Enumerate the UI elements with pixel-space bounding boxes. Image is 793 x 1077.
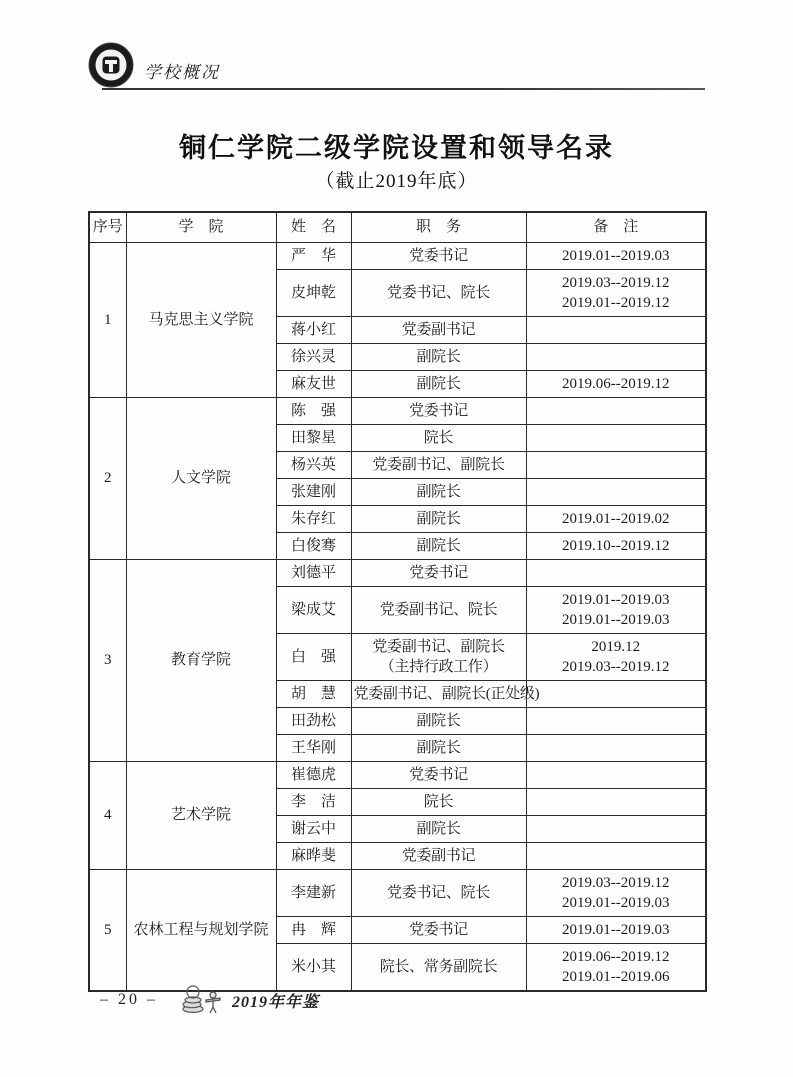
cell-line: 2019.03--2019.12 <box>562 274 670 291</box>
cell-line: 院长 <box>423 793 454 810</box>
remark-cell <box>526 370 706 397</box>
leader-name-cell: 严 华 <box>276 242 351 269</box>
group-number-cell: 3 <box>89 559 126 761</box>
position-cell <box>351 424 526 451</box>
leader-name-cell: 谢云中 <box>276 815 351 842</box>
cell-line: 院长、常务副院长 <box>379 958 498 975</box>
position-cell <box>351 505 526 532</box>
cell-line: 党委书记、院长 <box>387 884 490 901</box>
cell-line: 副院长 <box>416 483 461 500</box>
leader-name-cell: 杨兴英 <box>276 451 351 478</box>
leader-name-cell: 崔德虎 <box>276 761 351 788</box>
position-cell <box>351 343 526 370</box>
cell-line: 2019.01--2019.03 <box>562 921 670 938</box>
position-cell <box>351 397 526 424</box>
remark-cell <box>526 680 706 707</box>
position-cell <box>351 242 526 269</box>
leader-name-cell: 田劲松 <box>276 707 351 734</box>
header-divider <box>102 88 705 90</box>
position-cell <box>351 370 526 397</box>
group-number-cell: 1 <box>89 242 126 397</box>
cell-line: 2019.10--2019.12 <box>562 537 670 554</box>
column-header: 姓 名 <box>276 212 351 242</box>
remark-cell <box>526 586 706 633</box>
cell-line: 党委书记 <box>409 766 468 783</box>
column-header: 序号 <box>89 212 126 242</box>
cell-line: 党委副书记 <box>401 321 476 338</box>
position-cell <box>351 559 526 586</box>
remark-cell <box>526 707 706 734</box>
cell-line: 副院长 <box>416 739 461 756</box>
position-cell <box>351 451 526 478</box>
remark-cell <box>526 397 706 424</box>
leader-name-cell: 田黎星 <box>276 424 351 451</box>
position-cell <box>351 788 526 815</box>
remark-cell <box>526 761 706 788</box>
cell-line: 2019.01--2019.06 <box>562 968 670 985</box>
position-cell <box>351 532 526 559</box>
position-cell <box>351 680 540 707</box>
remark-cell <box>526 559 706 586</box>
position-cell <box>351 734 526 761</box>
group-number-cell: 2 <box>89 397 126 559</box>
leader-row <box>89 559 706 586</box>
remark-cell <box>526 478 706 505</box>
cell-line: 党委书记 <box>409 247 468 264</box>
position-cell <box>351 586 526 633</box>
cell-line: 副院长 <box>416 375 461 392</box>
column-header: 职 务 <box>351 212 526 242</box>
cell-line: 2019.01--2019.03 <box>562 247 670 264</box>
leader-row <box>89 869 706 916</box>
cell-line: 副院长 <box>416 510 461 527</box>
leader-name-cell: 王华刚 <box>276 734 351 761</box>
group-number-cell: 4 <box>89 761 126 869</box>
leader-name-cell: 胡 慧 <box>276 680 351 707</box>
position-cell <box>351 633 526 680</box>
position-cell <box>351 269 526 316</box>
cell-line: 副院长 <box>416 537 461 554</box>
group-number-cell: 5 <box>89 869 126 991</box>
leader-name-cell: 梁成艾 <box>276 586 351 633</box>
remark-cell <box>526 424 706 451</box>
cell-line: 党委副书记、副院长 <box>372 638 505 655</box>
page-footer <box>100 983 319 1017</box>
college-name-cell: 艺术学院 <box>126 761 276 869</box>
leader-name-cell: 张建刚 <box>276 478 351 505</box>
cell-line: 副院长 <box>416 820 461 837</box>
position-cell <box>351 869 526 916</box>
cell-line: 2019.03--2019.12 <box>562 874 670 891</box>
leader-name-cell: 刘德平 <box>276 559 351 586</box>
college-name-cell: 人文学院 <box>126 397 276 559</box>
cell-line: 副院长 <box>416 712 461 729</box>
leader-name-cell: 白俊骞 <box>276 532 351 559</box>
cell-line: 2019.01--2019.02 <box>562 510 670 527</box>
leader-name-cell: 朱存红 <box>276 505 351 532</box>
page-title: 铜仁学院二级学院设置和领导名录 <box>179 133 614 163</box>
yearbook-mascot-icon <box>180 983 224 1017</box>
position-cell <box>351 761 526 788</box>
cell-line: 党委书记 <box>409 564 468 581</box>
cell-line: 2019.01--2019.03 <box>562 894 670 911</box>
cell-line: 2019.01--2019.03 <box>562 611 670 628</box>
remark-cell <box>526 842 706 869</box>
leader-name-cell: 米小其 <box>276 943 351 991</box>
leader-name-cell: 白 强 <box>276 633 351 680</box>
leader-name-cell: 李 洁 <box>276 788 351 815</box>
leader-name-cell: 麻友世 <box>276 370 351 397</box>
cell-line: 党委书记 <box>409 402 468 419</box>
position-cell <box>351 842 526 869</box>
leader-name-cell: 冉 辉 <box>276 916 351 943</box>
position-cell <box>351 478 526 505</box>
leader-name-cell: 陈 强 <box>276 397 351 424</box>
remark-cell <box>526 505 706 532</box>
cell-line: 2019.12 <box>591 638 641 655</box>
cell-line: 院长 <box>423 429 454 446</box>
cell-line: 党委副书记、院长 <box>379 601 498 618</box>
cell-line: 党委书记、院长 <box>387 284 490 301</box>
position-cell <box>351 943 526 991</box>
cell-line: 2019.03--2019.12 <box>562 658 670 675</box>
remark-cell <box>526 633 706 680</box>
remark-cell <box>526 343 706 370</box>
leader-row <box>89 761 706 788</box>
position-cell <box>351 815 526 842</box>
column-header: 备 注 <box>526 212 706 242</box>
cell-line: （主持行政工作） <box>379 658 498 675</box>
cell-line: 党委副书记、副院长 <box>372 456 505 473</box>
leader-row <box>89 242 706 269</box>
page-header <box>88 42 705 94</box>
leader-name-cell: 蒋小红 <box>276 316 351 343</box>
table-header-row <box>89 212 706 242</box>
leader-name-cell: 徐兴灵 <box>276 343 351 370</box>
position-cell <box>351 316 526 343</box>
position-cell <box>351 707 526 734</box>
remark-cell <box>526 788 706 815</box>
cell-line: 党委副书记、副院长(正处级) <box>353 685 540 702</box>
leader-name-cell: 李建新 <box>276 869 351 916</box>
remark-cell <box>526 916 706 943</box>
section-label: 学校概况 <box>144 63 220 82</box>
college-name-cell: 教育学院 <box>126 559 276 761</box>
remark-cell <box>526 815 706 842</box>
yearbook-label: 2019年年鉴 <box>232 993 320 1011</box>
remark-cell <box>526 451 706 478</box>
leader-row <box>89 397 706 424</box>
college-name-cell: 马克思主义学院 <box>126 242 276 397</box>
remark-cell <box>526 734 706 761</box>
cell-line: 党委书记 <box>409 921 468 938</box>
leader-name-cell: 麻晔斐 <box>276 842 351 869</box>
position-cell <box>351 916 526 943</box>
remark-cell <box>526 269 706 316</box>
university-seal-logo <box>88 42 134 88</box>
cell-line: 副院长 <box>416 348 461 365</box>
remark-cell <box>526 316 706 343</box>
column-header: 学 院 <box>126 212 276 242</box>
college-name-cell: 农林工程与规划学院 <box>126 869 276 991</box>
cell-line: 2019.06--2019.12 <box>562 375 670 392</box>
cell-line: 2019.06--2019.12 <box>562 948 670 965</box>
page-number: – 20 – <box>100 991 158 1008</box>
cell-line: 党委副书记 <box>401 847 476 864</box>
remark-cell <box>526 943 706 991</box>
remark-cell <box>526 532 706 559</box>
leader-name-cell: 皮坤乾 <box>276 269 351 316</box>
cell-line: 2019.01--2019.12 <box>562 294 670 311</box>
remark-cell <box>526 242 706 269</box>
remark-cell <box>526 869 706 916</box>
leadership-table <box>88 211 707 992</box>
page-subtitle: （截止2019年底） <box>315 171 478 192</box>
cell-line: 2019.01--2019.03 <box>562 591 670 608</box>
